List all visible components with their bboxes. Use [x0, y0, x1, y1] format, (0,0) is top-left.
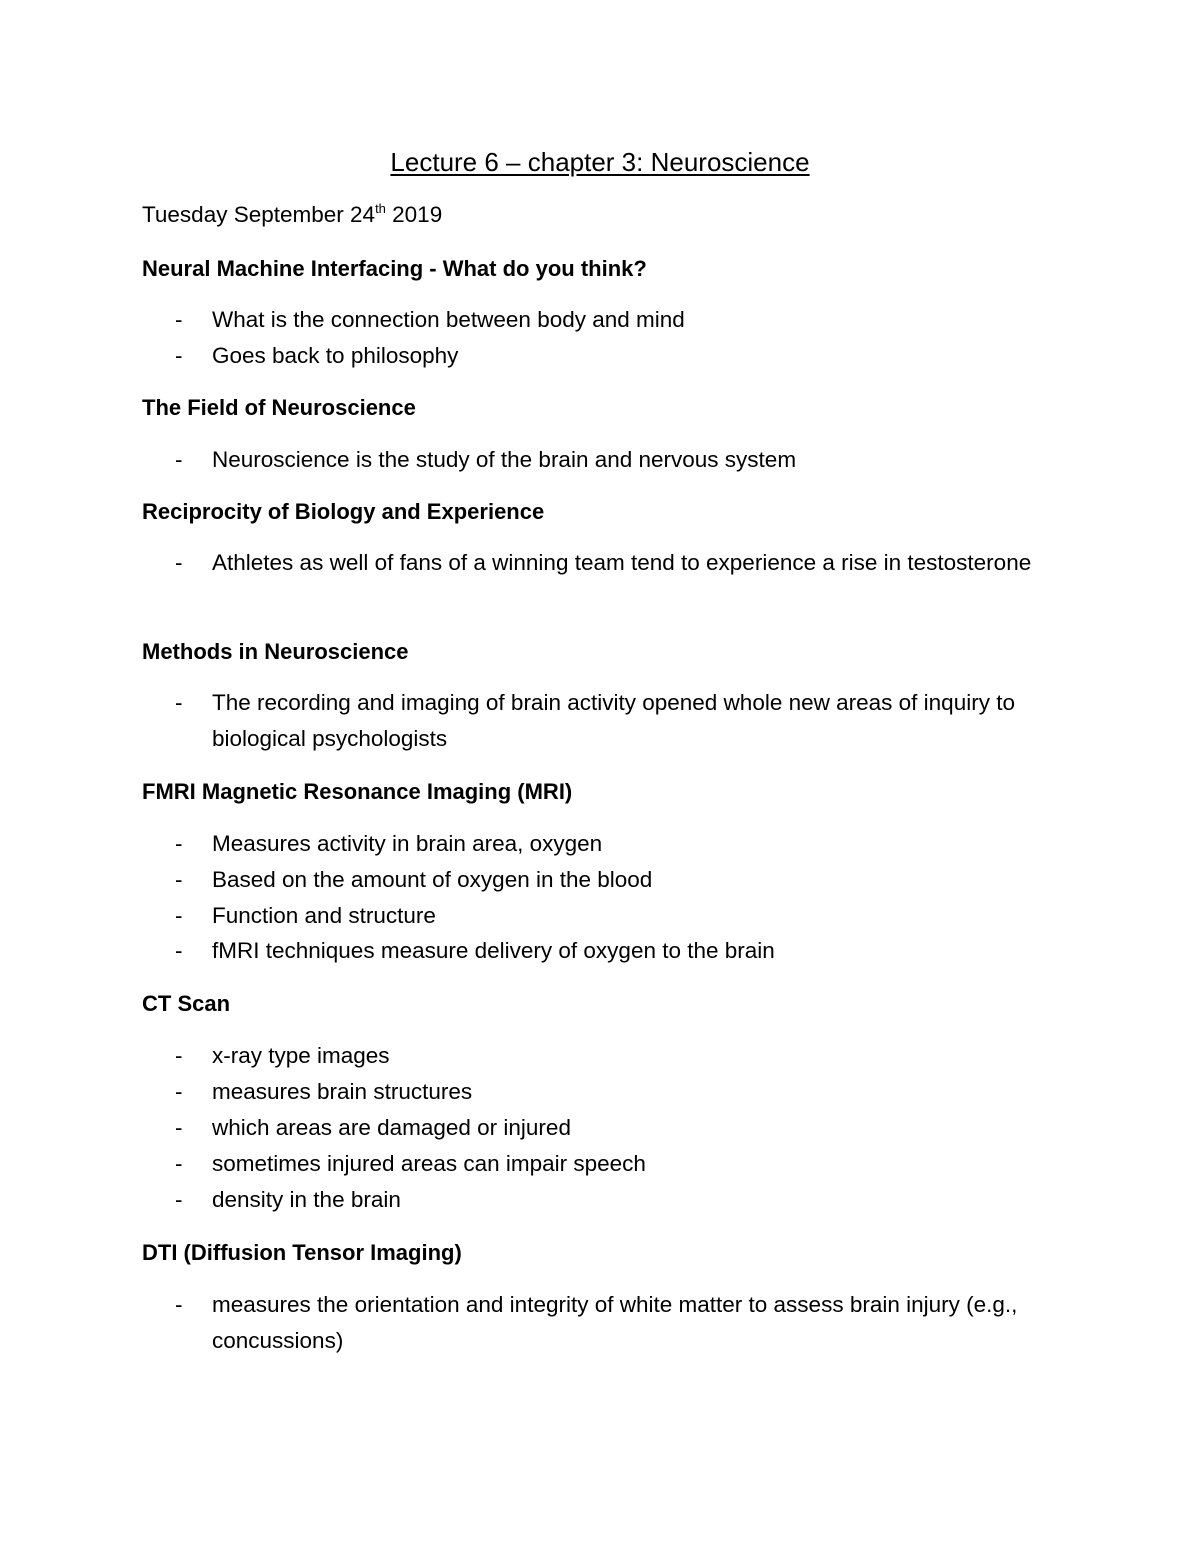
section-heading: Neural Machine Interfacing - What do you think? — [142, 256, 647, 281]
list-item-text: sometimes injured areas can impair speech — [212, 1151, 646, 1176]
dash-marker: - — [175, 307, 183, 332]
list-item-text: density in the brain — [212, 1187, 401, 1212]
section-heading: CT Scan — [142, 991, 231, 1016]
lecture-date — [142, 200, 442, 233]
dash-marker: - — [175, 867, 183, 892]
list-item-text: Goes back to philosophy — [212, 343, 459, 368]
dash-marker: - — [175, 1079, 183, 1104]
list-item-text: Based on the amount of oxygen in the blood — [212, 867, 653, 892]
section-heading: FMRI Magnetic Resonance Imaging (MRI) — [142, 779, 573, 804]
list-item-text: The recording and imaging of brain activity opened whole new areas of inquiry to biological psychologists — [212, 690, 1015, 751]
list-item-text: Function and structure — [212, 903, 436, 928]
dash-marker: - — [175, 690, 183, 715]
list-item-text: Athletes as well of fans of a winning team tend to experience a rise in testosterone — [212, 550, 1032, 575]
list-item-text: x-ray type images — [212, 1043, 390, 1068]
list-item-text: Measures activity in brain area, oxygen — [212, 831, 603, 856]
dash-marker: - — [175, 1292, 183, 1317]
date-prefix: Tuesday September 24 — [142, 202, 376, 227]
dash-marker: - — [175, 1043, 183, 1068]
list-item-text: Neuroscience is the study of the brain and nervous system — [212, 447, 797, 472]
list-item-text: What is the connection between body and mind — [212, 307, 685, 332]
list-item-text: which areas are damaged or injured — [212, 1115, 571, 1140]
dash-marker: - — [175, 903, 183, 928]
dash-marker: - — [175, 1187, 183, 1212]
dash-marker: - — [175, 831, 183, 856]
dash-marker: - — [175, 1151, 183, 1176]
list-item-text: fMRI techniques measure delivery of oxygen to the brain — [212, 938, 775, 963]
page-title: Lecture 6 – chapter 3: Neuroscience — [390, 147, 810, 177]
section-heading: Reciprocity of Biology and Experience — [142, 499, 545, 524]
dash-marker: - — [175, 1115, 183, 1140]
date-superscript: th — [375, 201, 386, 216]
date-suffix: 2019 — [385, 202, 443, 227]
dash-marker: - — [175, 938, 183, 963]
list-item-text: measures brain structures — [212, 1079, 473, 1104]
section-heading: Methods in Neuroscience — [142, 639, 409, 664]
list-item-text: measures the orientation and integrity of white matter to assess brain injury (e.g., concussions) — [212, 1292, 1018, 1353]
section-heading: DTI (Diffusion Tensor Imaging) — [142, 1240, 462, 1265]
dash-marker: - — [175, 343, 183, 368]
section-heading: The Field of Neuroscience — [142, 395, 416, 420]
dash-marker: - — [175, 447, 183, 472]
dash-marker: - — [175, 550, 183, 575]
